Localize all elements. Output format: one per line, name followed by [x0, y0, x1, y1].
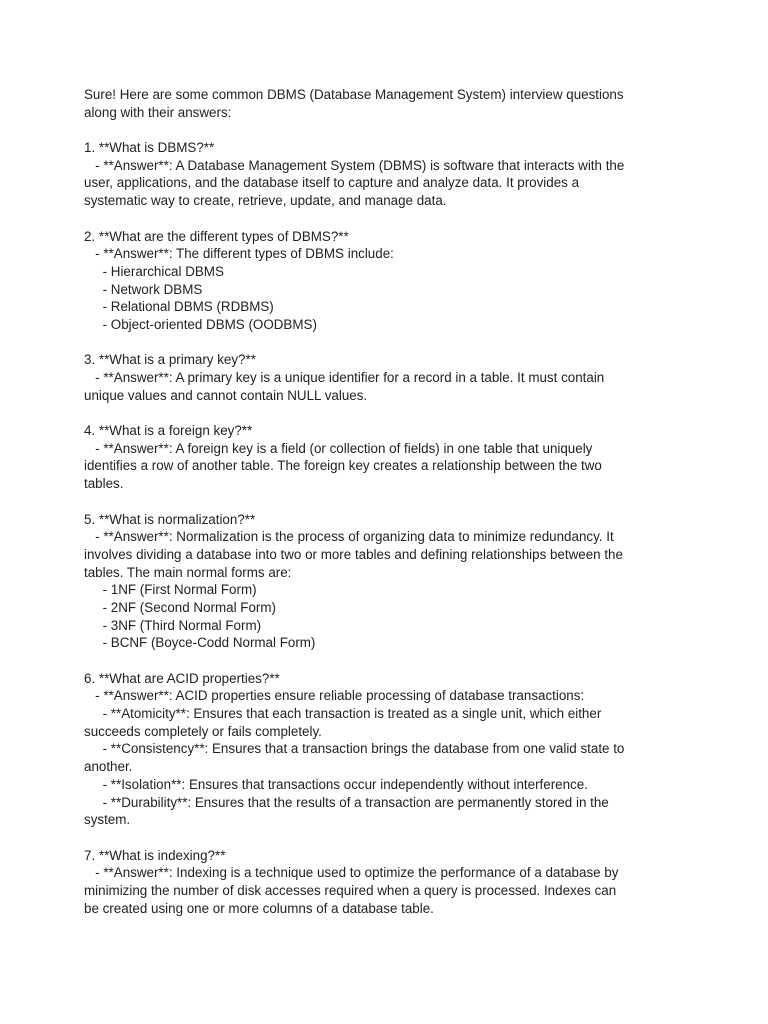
list-item: - Hierarchical DBMS [84, 263, 224, 279]
list-item: - 3NF (Third Normal Form) [84, 617, 262, 633]
intro-paragraph [84, 86, 624, 121]
list-item: - Object-oriented DBMS (OODBMS) [84, 316, 317, 332]
question-heading: 3. **What is a primary key?** [84, 352, 256, 368]
list-item: - 1NF (First Normal Form) [84, 582, 257, 598]
answer-line: succeeds completely or fails completely. [84, 723, 322, 739]
spacer [84, 210, 614, 228]
answer-line: - **Answer**: A Database Management System (DBMS) is software that interacts with the [84, 157, 625, 173]
question-4 [84, 422, 614, 493]
question-2 [84, 228, 614, 334]
answer-line: - **Answer**: The different types of DBMS include: [84, 246, 394, 262]
answer-line: unique values and cannot contain NULL values. [84, 387, 368, 403]
spacer [84, 121, 614, 139]
question-heading: 6. **What are ACID properties?** [84, 670, 280, 686]
question-1 [84, 139, 625, 210]
list-item: - **Consistency**: Ensures that a transaction brings the database from one valid state to [84, 741, 625, 757]
question-heading: 1. **What is DBMS?** [84, 140, 215, 156]
question-heading: 7. **What is indexing?** [84, 847, 226, 863]
list-item: - 2NF (Second Normal Form) [84, 599, 276, 615]
answer-line: user, applications, and the database itself to capture and analyze data. It provides a [84, 175, 580, 191]
answer-line: - **Answer**: Indexing is a technique used to optimize the performance of a database by [84, 865, 619, 881]
answer-line: - **Answer**: ACID properties ensure reliable processing of database transactions: [84, 688, 585, 704]
spacer [84, 829, 614, 847]
answer-line: involves dividing a database into two or more tables and defining relationships between the [84, 546, 623, 562]
answer-line: - **Answer**: Normalization is the process of organizing data to minimize redundancy. It [84, 529, 614, 545]
list-item: - Network DBMS [84, 281, 203, 297]
answer-line: - **Answer**: A primary key is a unique identifier for a record in a table. It must contain [84, 370, 605, 385]
spacer [84, 493, 614, 511]
answer-line: tables. The main normal forms are: [84, 564, 292, 580]
list-item: - **Isolation**: Ensures that transactions occur independently without interference. [84, 776, 588, 792]
list-item: - **Durability**: Ensures that the results of a transaction are permanently stored in the [84, 794, 609, 810]
question-3 [84, 351, 614, 404]
intro-line: Sure! Here are some common DBMS (Database Management System) interview questions [84, 87, 624, 102]
list-item: - Relational DBMS (RDBMS) [84, 299, 274, 315]
answer-line: system. [84, 812, 131, 828]
document-body [84, 86, 625, 917]
answer-line: another. [84, 759, 133, 775]
question-heading: 4. **What is a foreign key?** [84, 423, 253, 439]
answer-line: identifies a row of another table. The foreign key creates a relationship between the two [84, 458, 602, 474]
question-5 [84, 511, 623, 653]
question-heading: 2. **What are the different types of DBMS?** [84, 228, 349, 244]
spacer [84, 652, 614, 670]
answer-line: be created using one or more columns of a database table. [84, 900, 434, 916]
spacer [84, 334, 614, 352]
question-7 [84, 847, 619, 918]
intro-line: along with their answers: [84, 104, 232, 120]
answer-line: - **Answer**: A foreign key is a field (or collection of fields) in one table that uniquely [84, 440, 593, 456]
list-item: - **Atomicity**: Ensures that each transaction is treated as a single unit, which either [84, 706, 602, 722]
question-6 [84, 670, 625, 829]
answer-line: minimizing the number of disk accesses required when a query is processed. Indexes can [84, 882, 617, 898]
spacer [84, 404, 614, 422]
answer-line: tables. [84, 476, 124, 492]
question-heading: 5. **What is normalization?** [84, 511, 256, 527]
answer-line: systematic way to create, retrieve, update, and manage data. [84, 193, 447, 209]
list-item: - BCNF (Boyce-Codd Normal Form) [84, 635, 316, 651]
